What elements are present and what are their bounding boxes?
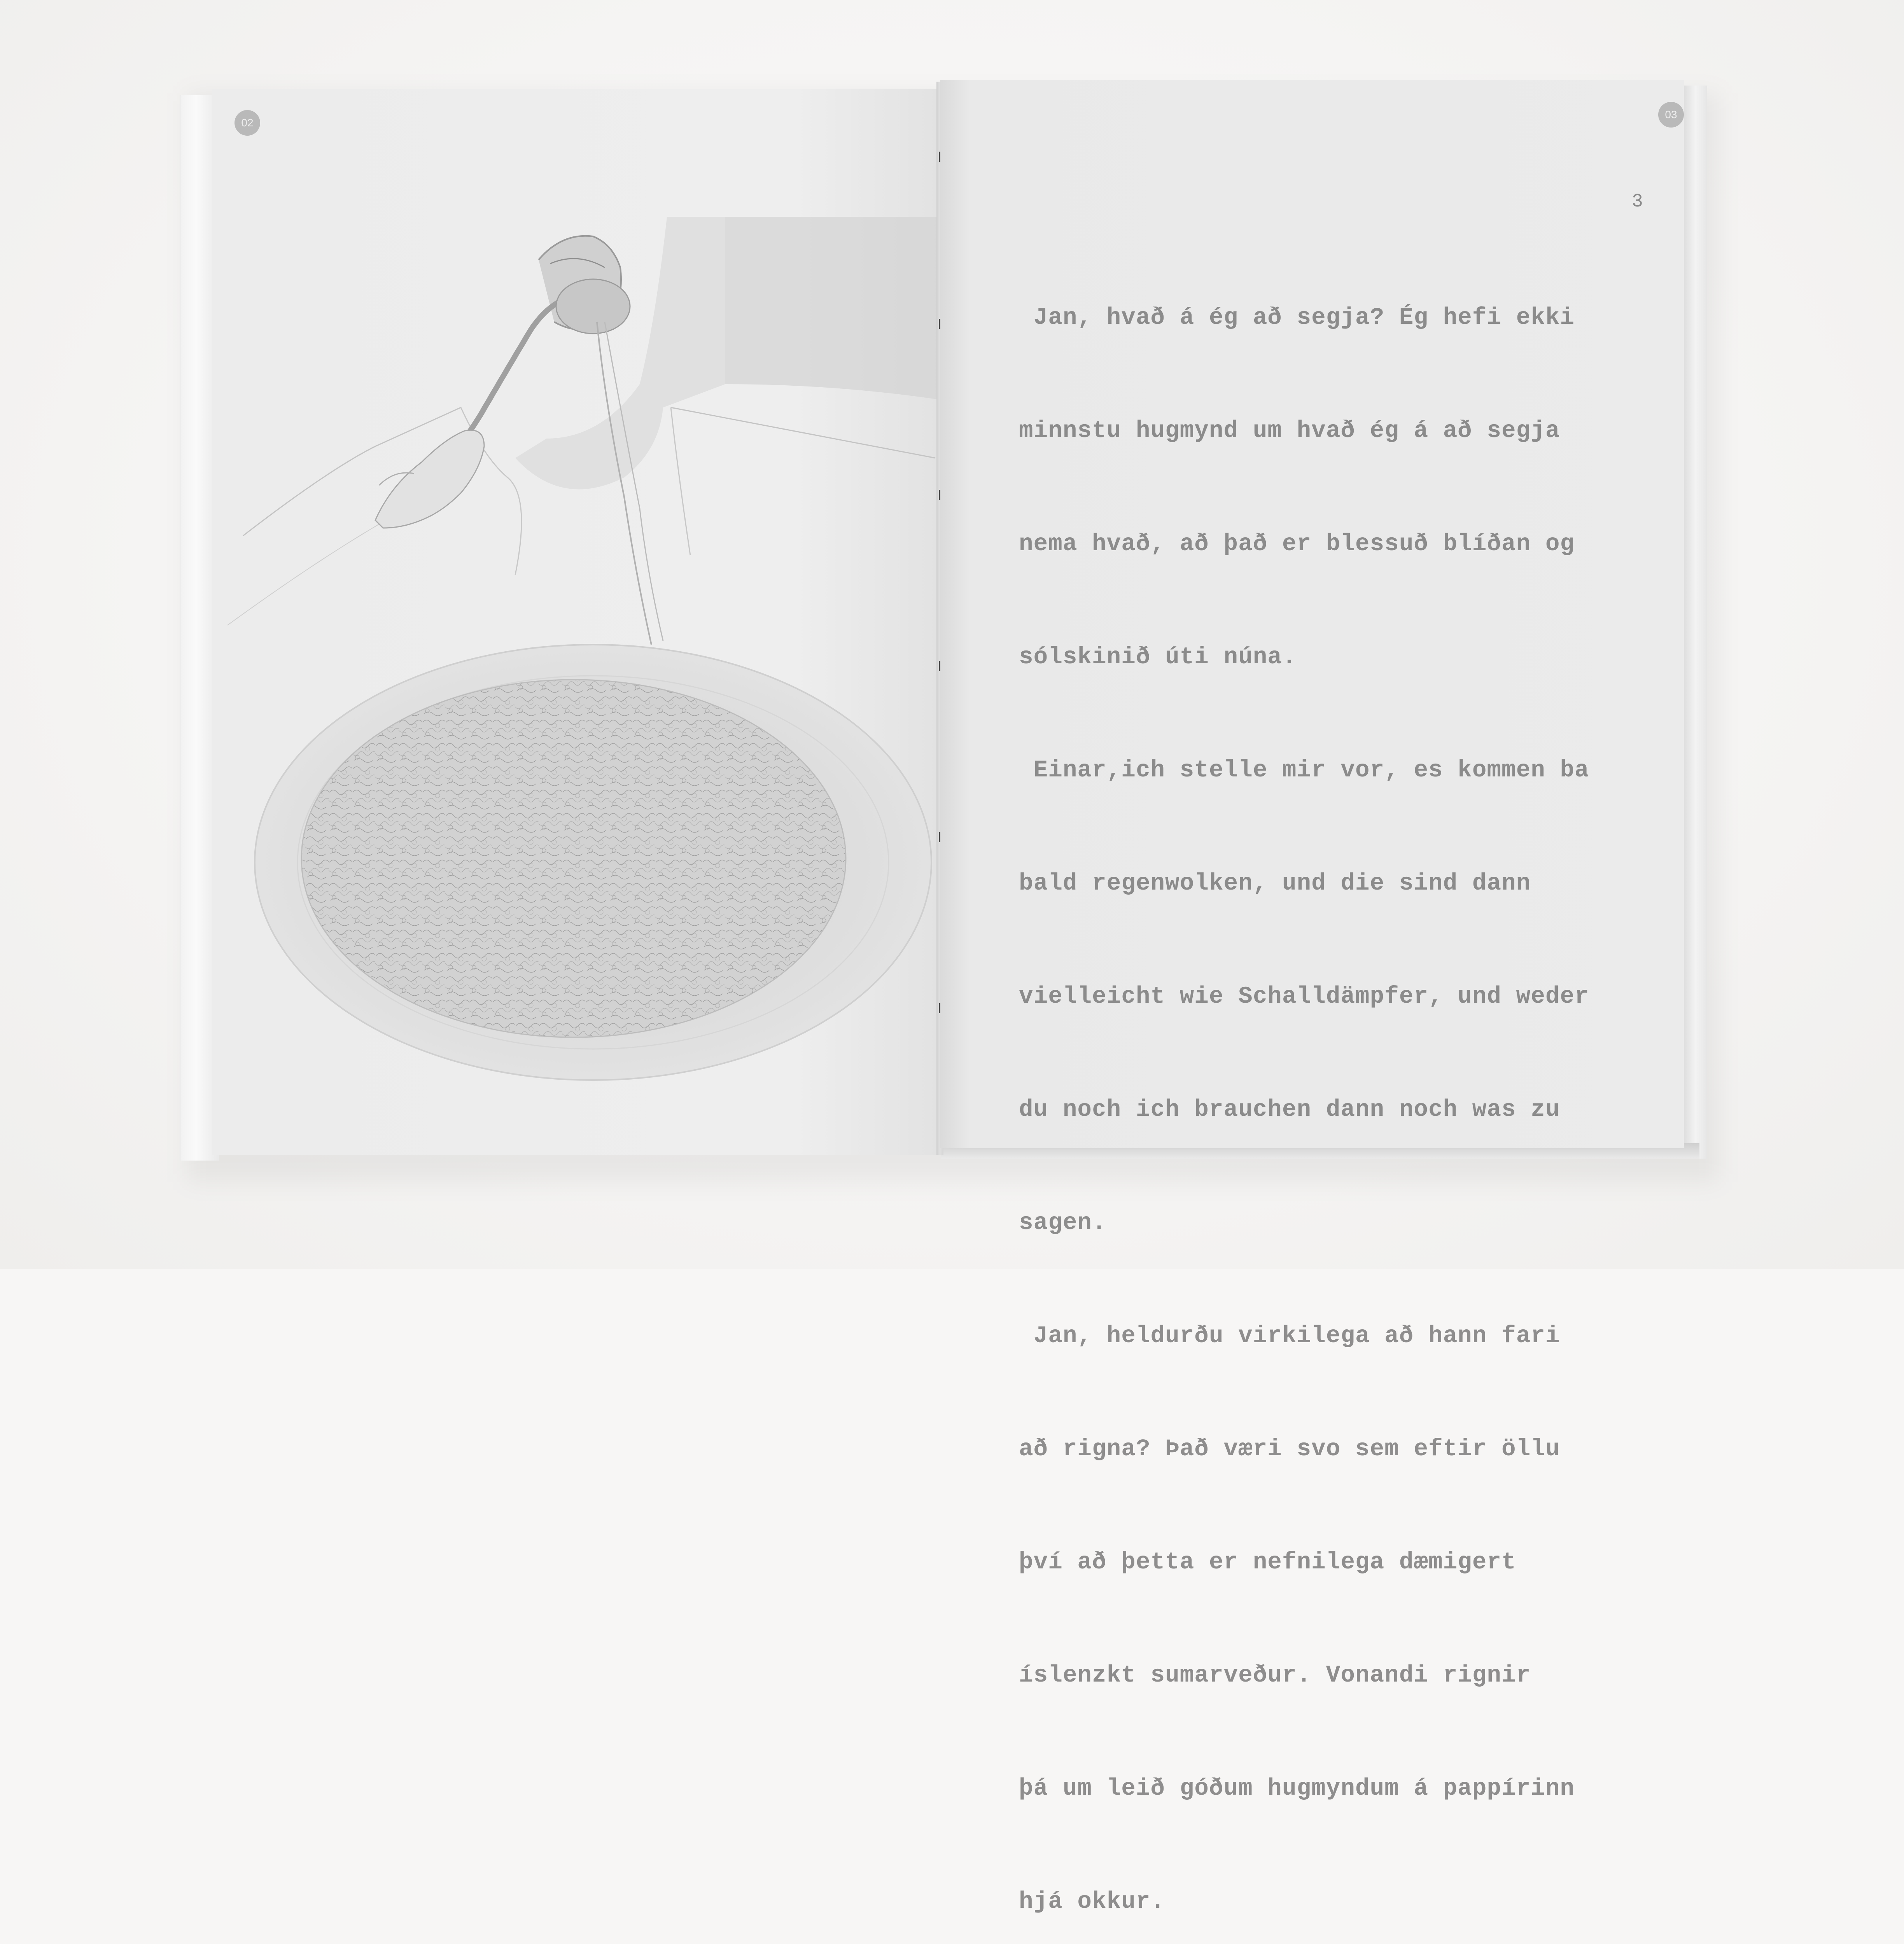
text-line: sólskinið úti núna. xyxy=(1019,644,1297,671)
text-line: Jan, heldurðu virkilega að hann fari xyxy=(1019,1323,1560,1350)
pencil-drawing xyxy=(212,89,940,1155)
text-line: sagen. xyxy=(1019,1210,1107,1236)
text-line: hjá okkur. xyxy=(1019,1888,1166,1915)
page-number: 3 xyxy=(1632,191,1643,212)
typewritten-text xyxy=(1019,224,1672,1944)
text-line: því að þetta er nefnilega dæmigert xyxy=(1019,1549,1516,1576)
hand xyxy=(375,430,484,528)
text-line: að rigna? Það væri svo sem eftir öllu xyxy=(1019,1436,1560,1463)
text-line: minnstu hugmynd um hvað ég á að segja xyxy=(1019,418,1560,444)
right-page-badge: 03 xyxy=(1658,102,1684,128)
text-line: nema hvað, að það er blessuð blíðan og xyxy=(1019,531,1575,558)
text-line: íslenzkt sumarveður. Vonandi rignir xyxy=(1019,1662,1531,1689)
text-line: vielleicht wie Schalldämpfer, und weder xyxy=(1019,983,1589,1010)
page-edges-right xyxy=(1684,86,1707,1159)
text-line: þá um leið góðum hugmyndum á pappírinn xyxy=(1019,1775,1575,1802)
left-page-badge: 02 xyxy=(234,110,260,136)
text-line: Einar,ich stelle mir vor, es kommen ba xyxy=(1019,757,1589,784)
text-line: du noch ich brauchen dann noch was zu xyxy=(1019,1096,1560,1123)
text-line: Jan, hvað á ég að segja? Ég hefi ekki xyxy=(1019,304,1575,331)
text-line: bald regenwolken, und die sind dann xyxy=(1019,870,1531,897)
